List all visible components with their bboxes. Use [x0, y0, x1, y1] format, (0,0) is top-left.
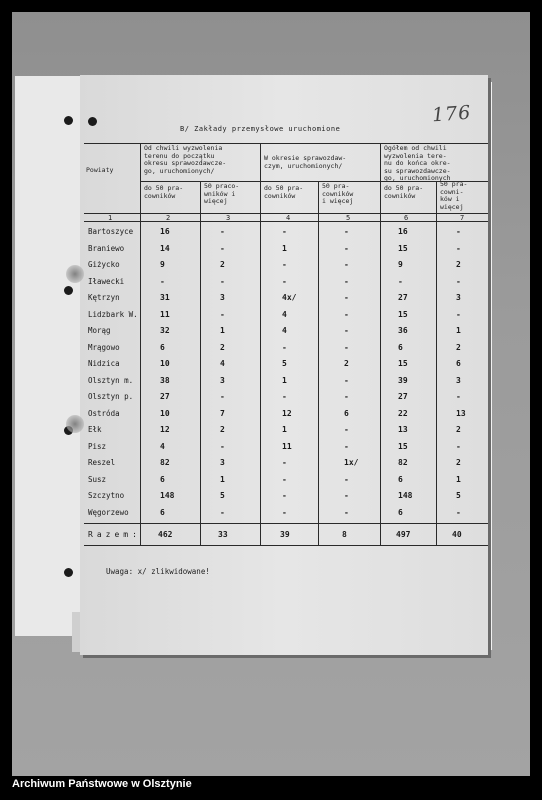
table-cell: -: [456, 309, 461, 319]
table-cell: 6: [456, 359, 461, 368]
ink-blotch: [66, 265, 84, 283]
table-cell: -: [282, 342, 287, 352]
table-cell: -: [344, 276, 349, 286]
table-cell: 82: [160, 458, 170, 467]
table-cell: -: [344, 342, 349, 352]
table-cell: 27: [398, 293, 408, 302]
column-number: 6: [404, 214, 409, 222]
table-cell: -: [344, 392, 349, 401]
table-cell: 39: [398, 375, 408, 385]
total-cell: 40: [452, 530, 462, 539]
table-cell: 3: [220, 458, 225, 467]
table-rule: [84, 545, 488, 546]
table-cell: -: [344, 326, 349, 335]
table-cell: -: [344, 227, 349, 236]
table-cell: 27: [398, 392, 408, 401]
table-cell: 2: [456, 260, 461, 269]
table-cell: 6: [398, 507, 403, 517]
table-cell: -: [456, 227, 461, 236]
county-name: Ełk: [88, 425, 102, 434]
column-number: 1: [108, 214, 113, 222]
table-cell: 31: [160, 293, 170, 302]
table-cell: 4x/: [282, 293, 297, 302]
total-cell: 39: [280, 530, 290, 539]
county-name: Morąg: [88, 326, 111, 335]
table-cell: 3: [220, 375, 225, 385]
table-cell: 1: [220, 326, 225, 335]
county-name: Szczytno: [88, 491, 125, 500]
table-cell: -: [344, 293, 349, 302]
total-cell: 33: [218, 530, 228, 539]
handwritten-page-number: 176: [431, 101, 472, 127]
table-cell: -: [456, 243, 461, 253]
table-cell: -: [344, 491, 349, 500]
county-name: Olsztyn m.: [88, 375, 134, 385]
punch-hole: [88, 117, 97, 126]
table-cell: 10: [160, 408, 170, 418]
ink-blotch: [66, 415, 84, 433]
table-cell: -: [220, 392, 225, 401]
punch-hole: [64, 568, 73, 577]
table-cell: 16: [398, 227, 408, 236]
table-cell: 6: [398, 474, 403, 484]
table-cell: -: [282, 392, 287, 401]
table-cell: 32: [160, 326, 170, 335]
totals-label: Razem:: [88, 530, 141, 539]
table-cell: 3: [456, 293, 461, 302]
table-row: [80, 506, 488, 526]
table-cell: -: [220, 243, 225, 253]
table-cell: 13: [398, 425, 408, 434]
table-cell: -: [456, 441, 461, 451]
table-cell: -: [456, 507, 461, 517]
table-cell: -: [220, 441, 225, 451]
table-cell: 12: [282, 408, 292, 418]
table-cell: 2: [220, 425, 225, 434]
table-cell: -: [220, 276, 225, 286]
table-cell: 1: [220, 474, 225, 484]
table-cell: -: [282, 474, 287, 484]
table-cell: -: [282, 260, 287, 269]
table-cell: -: [344, 507, 349, 517]
column-number: 2: [166, 214, 171, 222]
county-name: Bartoszyce: [88, 227, 134, 236]
column-number: 3: [226, 214, 231, 222]
table-cell: 12: [160, 425, 170, 434]
total-cell: 497: [396, 530, 411, 539]
table-cell: 36: [398, 326, 408, 335]
table-cell: 15: [398, 441, 408, 451]
table-cell: 5: [220, 491, 225, 500]
left-page: [15, 76, 83, 636]
table-cell: 11: [282, 441, 292, 451]
table-cell: 6: [344, 408, 349, 418]
table-cell: 38: [160, 375, 170, 385]
table-cell: 4: [282, 309, 287, 319]
document-heading: B/ Zakłady przemysłowe uruchomione: [180, 125, 341, 133]
table-cell: 14: [160, 243, 170, 253]
table-cell: -: [398, 276, 403, 286]
punch-hole: [64, 286, 73, 295]
column-number: 7: [460, 214, 465, 222]
footnote: Uwaga: x/ zlikwidowane!: [106, 567, 210, 576]
table-cell: 1x/: [344, 458, 359, 467]
header-small-3: do 50 pra- cowników: [384, 185, 424, 200]
table-cell: 1: [282, 425, 287, 434]
table-cell: -: [282, 507, 287, 517]
table-cell: 15: [398, 243, 408, 253]
table-cell: 2: [456, 458, 461, 467]
county-name: Pisz: [88, 441, 107, 451]
header-small-1: do 50 pra- cowników: [144, 185, 184, 200]
table-cell: -: [456, 276, 461, 286]
table-cell: 2: [220, 260, 225, 269]
county-name: Iławecki: [88, 276, 125, 286]
table-cell: -: [344, 441, 349, 451]
county-name: Kętrzyn: [88, 293, 120, 302]
table-cell: 16: [160, 227, 170, 236]
county-name: Olsztyn p.: [88, 392, 134, 401]
table-cell: 4: [282, 326, 287, 335]
table-cell: 11: [160, 309, 170, 319]
header-powiaty: Powiaty: [86, 167, 114, 174]
table-cell: 1: [282, 375, 287, 385]
table-cell: -: [344, 260, 349, 269]
table-cell: 2: [344, 359, 349, 368]
table-cell: -: [282, 458, 287, 467]
table-cell: -: [456, 392, 461, 401]
table-cell: -: [220, 507, 225, 517]
table-cell: 2: [456, 342, 461, 352]
table-cell: -: [160, 276, 165, 286]
county-name: Mrągowo: [88, 342, 120, 352]
table-rule: [84, 143, 488, 144]
table-cell: 148: [398, 491, 413, 500]
header-large-1: 50 praco- wników i więcej: [204, 183, 240, 205]
sheet-edge: [488, 82, 492, 650]
header-large-2: 50 pra- cowników i więcej: [322, 183, 354, 205]
table-cell: 7: [220, 408, 225, 418]
table-cell: 4: [160, 441, 165, 451]
table-cell: 2: [456, 425, 461, 434]
table-cell: -: [220, 227, 225, 236]
county-name: Nidzica: [88, 359, 120, 368]
document-sheet: [80, 75, 488, 655]
table-cell: 13: [456, 408, 466, 418]
archive-label: Archiwum Państwowe w Olsztynie: [12, 778, 192, 790]
county-name: Susz: [88, 474, 107, 484]
county-name: Węgorzewo: [88, 507, 129, 517]
table-cell: 15: [398, 359, 408, 368]
table-cell: -: [220, 309, 225, 319]
table-cell: 1: [456, 474, 461, 484]
table-cell: 1: [456, 326, 461, 335]
column-number: 5: [346, 214, 351, 222]
table-cell: 27: [160, 392, 170, 401]
table-cell: 22: [398, 408, 408, 418]
header-large-3: 50 pra- cowni- ków i więcej: [440, 181, 468, 211]
table-cell: 6: [160, 474, 165, 484]
county-name: Braniewo: [88, 243, 125, 253]
table-cell: 3: [456, 375, 461, 385]
header-group-total: Ogółem od chwili wyzwolenia tere- nu do końca okre- su sprawozdawcze- go, uruchomionych: [384, 145, 451, 181]
table-cell: 3: [220, 293, 225, 302]
punch-hole: [64, 116, 73, 125]
table-cell: 148: [160, 491, 175, 500]
table-cell: 6: [398, 342, 403, 352]
table-cell: 5: [456, 491, 461, 500]
table-cell: -: [344, 375, 349, 385]
total-cell: 8: [342, 530, 347, 539]
table-cell: 6: [160, 507, 165, 517]
header-small-2: do 50 pra- cowników: [264, 185, 304, 200]
table-cell: 9: [398, 260, 403, 269]
county-name: Ostróda: [88, 408, 120, 418]
header-group-period: W okresie sprawozdaw- czym, uruchomionych/: [264, 155, 347, 170]
county-name: Lidzbark W.: [88, 309, 138, 319]
county-name: Reszel: [88, 458, 116, 467]
total-cell: 462: [158, 530, 173, 539]
table-cell: -: [282, 227, 287, 236]
table-cell: -: [282, 276, 287, 286]
table-cell: 82: [398, 458, 408, 467]
table-cell: -: [344, 243, 349, 253]
header-group-before: Od chwili wyzwolenia terenu do początku okresu sprawozdawcze- go, uruchomionych/: [144, 145, 227, 175]
table-cell: 6: [160, 342, 165, 352]
table-cell: 2: [220, 342, 225, 352]
table-cell: -: [344, 425, 349, 434]
table-cell: 4: [220, 359, 225, 368]
table-cell: 5: [282, 359, 287, 368]
table-cell: 10: [160, 359, 170, 368]
table-cell: -: [344, 309, 349, 319]
table-cell: -: [282, 491, 287, 500]
table-cell: -: [344, 474, 349, 484]
scan-frame: [12, 12, 530, 776]
column-number: 4: [286, 214, 291, 222]
table-cell: 1: [282, 243, 287, 253]
county-name: Giżycko: [88, 260, 120, 269]
table-cell: 15: [398, 309, 408, 319]
table-cell: 9: [160, 260, 165, 269]
